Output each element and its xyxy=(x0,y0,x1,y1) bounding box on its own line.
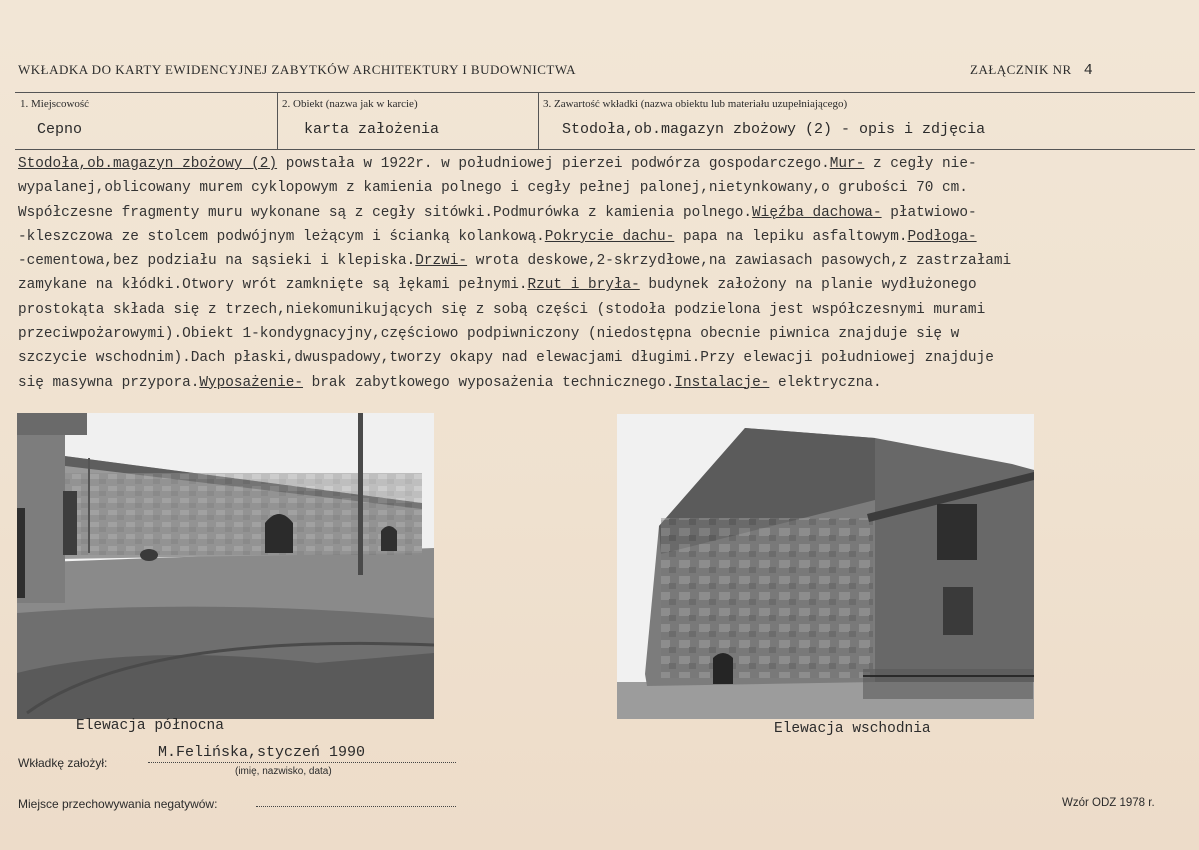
attachment-label: ZAŁĄCZNIK NR xyxy=(970,62,1072,77)
field-object-label: 2. Obiekt (nazwa jak w karcie) xyxy=(282,98,418,110)
desc-text: -cementowa,bez podziału na sąsieki i klepiska. xyxy=(18,253,416,270)
desc-heading-doors: Drzwi- xyxy=(415,253,468,270)
desc-text: płatwiowo- xyxy=(881,204,977,221)
photo-north-elevation xyxy=(17,413,434,719)
desc-text: -kleszczowa ze stolcem podwójnym leżącym i ścianką kolankową. xyxy=(18,228,545,245)
desc-text: Współczesne fragmenty muru wykonane są z cegły sitówki.Podmurówka z kamienia polnego. xyxy=(18,204,753,221)
field-object-value: karta założenia xyxy=(304,121,440,138)
desc-heading-installations: Instalacje- xyxy=(674,374,770,391)
desc-heading-object: Stodoła,ob.magazyn zbożowy (2) xyxy=(18,156,278,172)
field-place xyxy=(15,93,278,149)
desc-heading-equipment: Wyposażenie- xyxy=(199,374,303,391)
desc-heading-plan: Rzut i bryła- xyxy=(527,277,640,294)
desc-heading-floor: Podłoga- xyxy=(907,228,977,245)
attachment-value: 4 xyxy=(1083,62,1094,79)
desc-text: zamykane na kłódki.Otwory wrót zamknięte są łękami pełnymi. xyxy=(18,277,528,294)
author-label: Wkładkę założył: xyxy=(18,756,108,770)
desc-text: prostokąta składa się z trzech,niekomunikujących się z sobą części (stodoła podzielona jest współczesnymi murami xyxy=(18,301,986,318)
caption-east-elevation: Elewacja wschodnia xyxy=(774,721,931,737)
field-place-label: 1. Miejscowość xyxy=(20,98,90,110)
desc-text: przeciwpożarowymi).Obiekt 1-kondygnacyjny,częściowo podpiwniczony (niedostępna obecnie piwnica znajduje się w xyxy=(18,326,960,343)
desc-text: z cegły nie- xyxy=(864,156,977,172)
desc-heading-wall: Mur- xyxy=(829,156,865,172)
card-title: WKŁADKA DO KARTY EWIDENCYJNEJ ZABYTKÓW ARCHITEKTURY I BUDOWNICTWA xyxy=(18,62,577,77)
attachment-number xyxy=(970,62,1093,79)
desc-text: wrota deskowe,2-skrzydłowe,na zawiasach pasowych,z zastrzałami xyxy=(467,253,1012,270)
form-code: Wzór ODZ 1978 r. xyxy=(1062,797,1155,809)
desc-text: szczycie wschodnim).Dach płaski,dwuspadowy,tworzy okapy nad elewacjami długimi.Przy elewacji południowej znajduje xyxy=(18,350,994,367)
desc-text: brak zabytkowego wyposażenia technicznego. xyxy=(303,374,675,391)
author-dotted-line xyxy=(148,762,456,763)
desc-text: budynek założony na planie wydłużonego xyxy=(639,277,977,294)
negatives-label: Miejsce przechowywania negatywów: xyxy=(18,797,218,811)
field-content xyxy=(538,93,1195,149)
negatives-dotted-line xyxy=(256,806,456,807)
desc-text: elektryczna. xyxy=(769,374,882,391)
desc-heading-roofing: Pokrycie dachu- xyxy=(544,228,675,245)
desc-text: papa na lepiku asfaltowym. xyxy=(674,228,908,245)
desc-text: się masywna przypora. xyxy=(18,374,200,391)
field-content-value: Stodoła,ob.magazyn zbożowy (2) - opis i zdjęcia xyxy=(562,121,986,138)
photo-east-elevation xyxy=(617,414,1034,719)
desc-heading-roof-truss: Więźba dachowa- xyxy=(752,204,882,221)
desc-text: wypalanej,oblicowany murem cyklopowym z kamienia polnego i cegły pełnej palonej,nietynkowany,o grubości 70 cm. xyxy=(18,180,968,197)
description-text xyxy=(18,152,1198,395)
caption-north-elevation: Elewacja północna xyxy=(76,718,224,734)
author-value: M.Felińska,styczeń 1990 xyxy=(158,744,366,761)
header-fields xyxy=(15,92,1195,150)
desc-text: powstała w 1922r. w południowej pierzei podwórza gospodarczego. xyxy=(277,156,830,172)
field-content-label: 3. Zawartość wkładki (nazwa obiektu lub materiału uzupełniającego) xyxy=(543,98,848,110)
field-place-value: Cepno xyxy=(37,121,83,138)
author-hint: (imię, nazwisko, data) xyxy=(235,766,332,777)
field-object xyxy=(277,93,539,149)
